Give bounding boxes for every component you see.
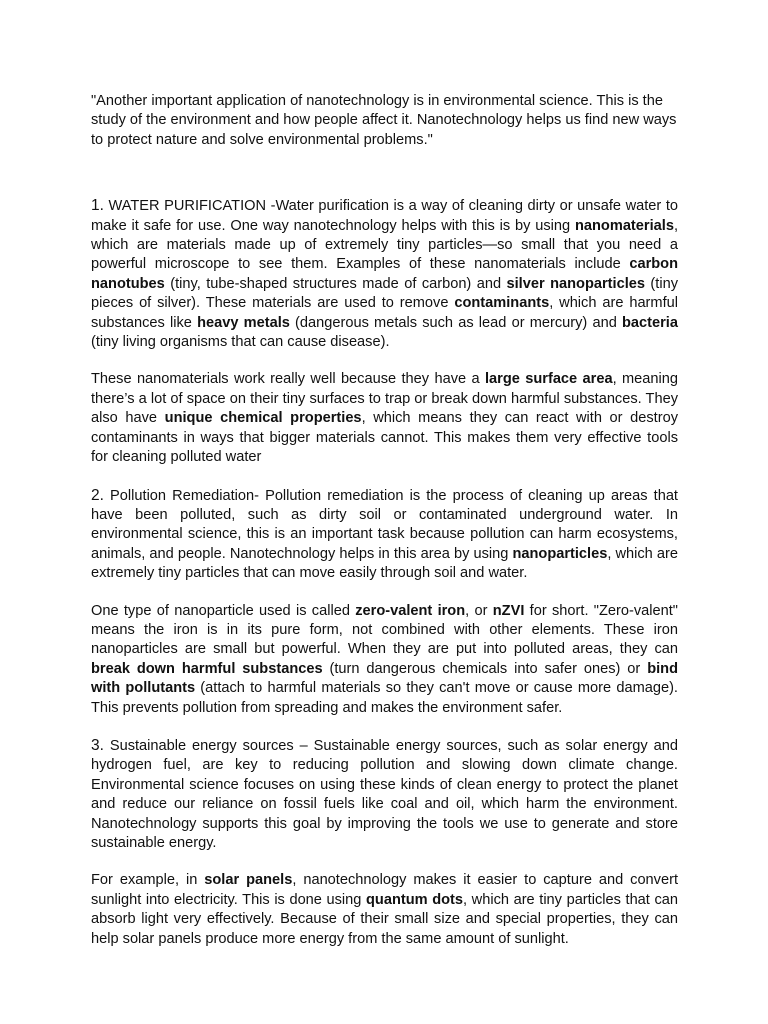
bold-term: nZVI xyxy=(492,602,525,619)
bold-term: nanoparticles xyxy=(512,545,608,562)
intro-paragraph: "Another important application of nanotechnology is in environmental science. This is the study of the environment and how people affect it. Nanotechnology helps us find new ways to protect nature and solve environmental problems." xyxy=(91,93,677,148)
text-run: Sustainable energy sources – Sustainable energy sources, such as solar energy and hydrogen fuel, are key to reducing pollution and slowing down climate change. Environmental science focuses on using these kinds of clean energy to protect the planet and reduce our reliance on fossil fuels like coal and oil, which harm the environment. Nanotechnology supports this goal by improving the tools we use to generate and store sustainable energy. xyxy=(91,737,678,851)
bold-term: bacteria xyxy=(622,314,678,331)
section-3-paragraph-1 xyxy=(91,736,678,853)
text-run: , which means they can react with or destroy contaminants in ways that bigger materials cannot. This makes them very effective tools for cleaning polluted water xyxy=(91,410,679,466)
bold-term: quantum dots xyxy=(366,891,464,908)
text-run: One type of nanoparticle used is called xyxy=(91,602,356,619)
spacer xyxy=(91,352,678,370)
spacer xyxy=(91,584,678,602)
text-run: , which are extremely tiny particles that can move easily through soil and water. xyxy=(91,545,678,582)
bold-term: unique chemical properties xyxy=(164,410,362,427)
bold-term: heavy metals xyxy=(197,314,290,331)
text-run: (tiny living organisms that can cause disease). xyxy=(91,334,390,351)
bold-term: solar panels xyxy=(204,872,293,889)
text-run: (dangerous metals such as lead or mercury) and xyxy=(289,314,622,331)
text-run: For example, in xyxy=(91,872,205,889)
section-1-paragraph-1 xyxy=(91,196,678,352)
text-run: (attach to harmful materials so they can't move or cause more damage). This prevents pollution from spreading and makes the environment safer. xyxy=(91,680,678,716)
text-run: (turn dangerous chemicals into safer ones) or xyxy=(322,660,648,677)
section-3-paragraph-2 xyxy=(91,871,678,949)
section-2-paragraph-2 xyxy=(91,602,678,718)
spacer xyxy=(91,468,678,486)
bold-term: zero-valent iron xyxy=(355,602,466,619)
bold-term: nanomaterials xyxy=(574,217,674,234)
bold-term: large surface area xyxy=(484,371,613,388)
bold-term: break down harmful substances xyxy=(91,660,323,677)
bold-term: bind with pollutants xyxy=(91,660,678,697)
section-2-paragraph-1 xyxy=(91,486,678,584)
text-run: These nanomaterials work really well because they have a xyxy=(91,371,485,388)
spacer xyxy=(91,718,678,736)
sections xyxy=(91,196,678,949)
text-run: (tiny, tube-shaped structures made of carbon) and xyxy=(164,275,507,292)
text-run: (tiny pieces of silver). These materials are used to remove xyxy=(91,275,678,312)
text-run: , meaning there’s a lot of space on their tiny surfaces to trap or break down harmful substances. They also have xyxy=(91,371,678,427)
text-run: for short. "Zero-valent" means the iron is in its pure form, not combined with other elements. These iron nanoparticles are small but powerful. When they are put into polluted areas, they can xyxy=(91,602,678,658)
spacer xyxy=(91,853,678,871)
bold-term: carbon nanotubes xyxy=(91,256,678,292)
text-run: , which are harmful substances like xyxy=(91,295,678,331)
section-1-paragraph-2 xyxy=(91,370,678,467)
text-run: Pollution Remediation- Pollution remediation is the process of cleaning up areas that have been polluted, such as dirty soil or contaminated underground water. In environmental science, this is an important task because pollution can harm ecosystems, animals, and people. Nanotechnology helps in this area by using xyxy=(91,487,678,562)
section-number: 3. xyxy=(91,736,104,754)
section-number: 1. xyxy=(91,197,104,215)
text-run: , which are materials made up of extremely tiny particles—so small that you need a powerful microscope to see them. Examples of these nanomaterials include xyxy=(91,217,678,273)
section-number: 2. xyxy=(91,486,104,504)
text-run: WATER PURIFICATION -Water purification is a way of cleaning dirty or unsafe water to make it safe for use. One way nanotechnology helps with this is by using xyxy=(91,198,678,234)
text-run: , which are tiny particles that can absorb light very effectively. Because of their small size and special properties, they can help solar panels produce more energy from the same amount of sunlight. xyxy=(91,891,678,947)
text-run: , nanotechnology makes it easier to capture and convert sunlight into electricity. This is done using xyxy=(91,872,679,908)
text-run: , or xyxy=(465,602,493,619)
spacer xyxy=(91,150,678,196)
bold-term: contaminants xyxy=(454,295,550,312)
document-page xyxy=(91,92,678,949)
bold-term: silver nanoparticles xyxy=(506,275,645,292)
